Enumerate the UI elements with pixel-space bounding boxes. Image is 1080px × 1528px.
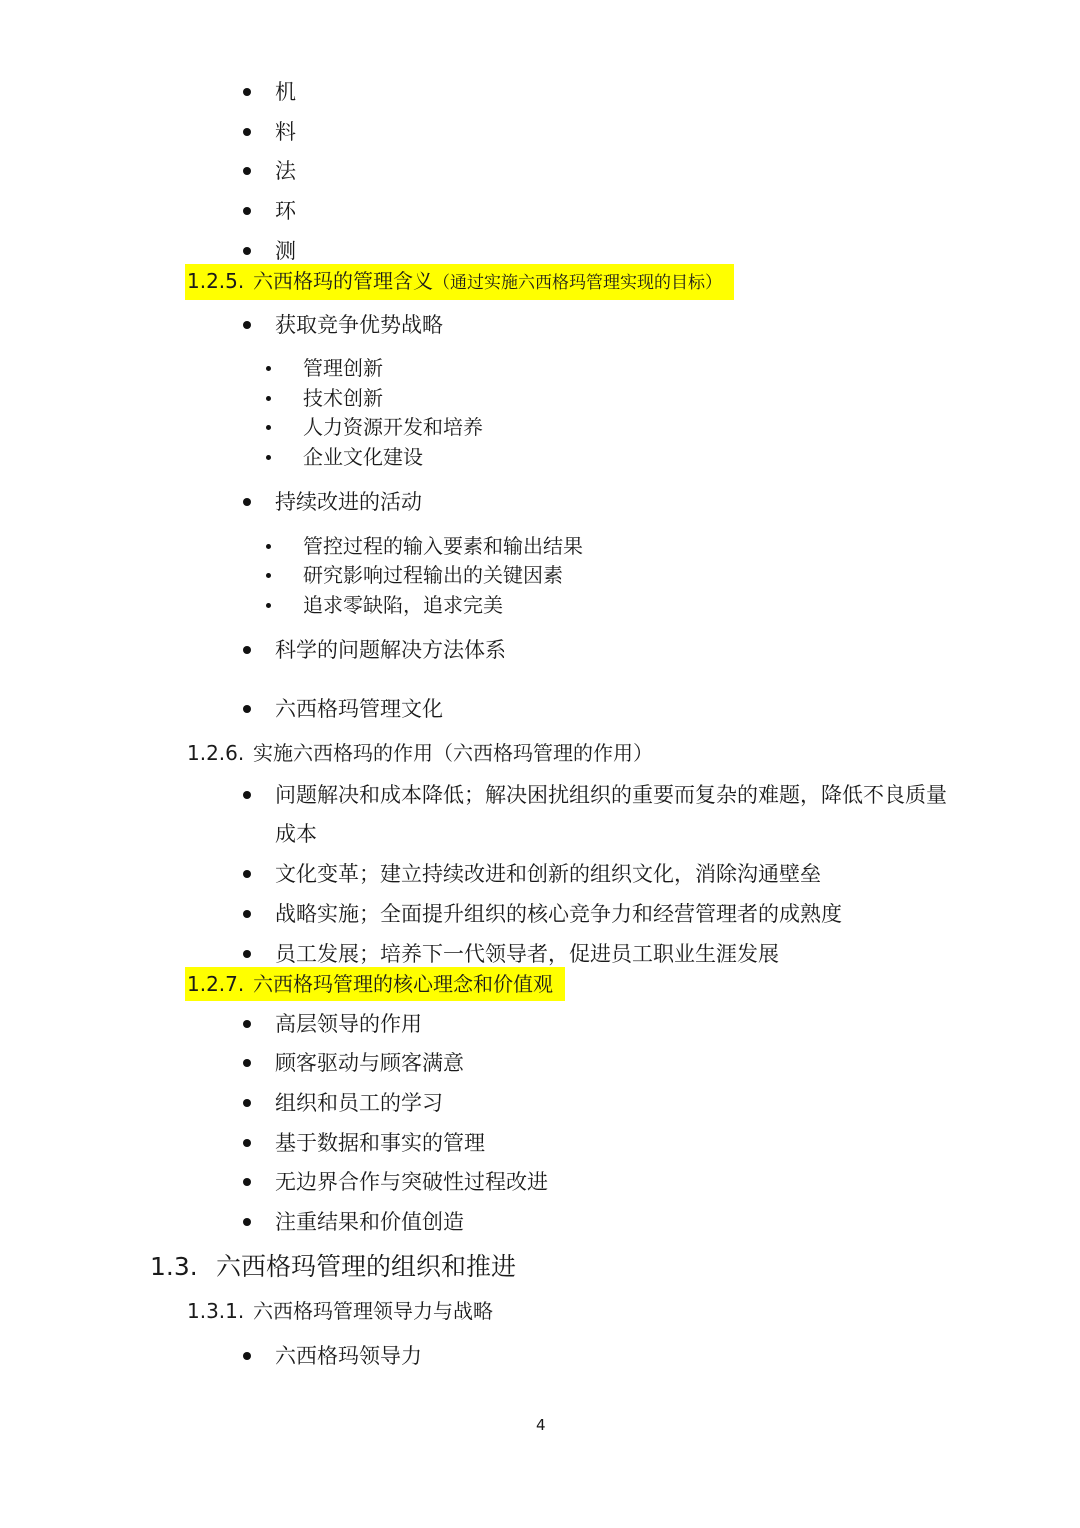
list-item: 机 xyxy=(275,80,296,104)
list-item: 文化变革；建立持续改进和创新的组织文化，消除沟通壁垒 xyxy=(275,862,821,886)
sub-list-item: 追求零缺陷，追求完美 xyxy=(303,593,503,617)
heading-1-2-6 xyxy=(187,738,653,768)
heading-note: （通过实施六西格玛管理实现的目标） xyxy=(433,273,722,293)
sub-list-item: 企业文化建设 xyxy=(303,445,423,469)
list-item: 问题解决和成本降低；解决困扰组织的重要而复杂的难题，降低不良质量 xyxy=(275,783,947,807)
heading-title: 六西格玛的管理含义 xyxy=(253,269,433,293)
heading-title: 实施六西格玛的作用（六西格玛管理的作用） xyxy=(253,741,653,765)
heading-1-3-1 xyxy=(187,1296,493,1326)
heading-title: 六西格玛管理领导力与战略 xyxy=(253,1299,493,1323)
sub-list-item: 人力资源开发和培养 xyxy=(303,415,483,439)
heading-number: 1.3.1. xyxy=(187,1299,245,1323)
sub-list-item: 管控过程的输入要素和输出结果 xyxy=(303,534,583,558)
list-item: 员工发展；培养下一代领导者，促进员工职业生涯发展 xyxy=(275,942,779,966)
heading-1-2-7 xyxy=(185,967,565,1001)
page-number: 4 xyxy=(536,1416,546,1434)
sub-list-item: 管理创新 xyxy=(303,356,383,380)
list-item: 六西格玛管理文化 xyxy=(275,697,443,721)
list-item: 基于数据和事实的管理 xyxy=(275,1131,485,1155)
list-item: 组织和员工的学习 xyxy=(275,1091,443,1115)
list-item: 战略实施；全面提升组织的核心竞争力和经营管理者的成熟度 xyxy=(275,902,842,926)
list-item: 无边界合作与突破性过程改进 xyxy=(275,1170,548,1194)
sub-list-item: 研究影响过程输出的关键因素 xyxy=(303,563,563,587)
heading-title: 六西格玛管理的核心理念和价值观 xyxy=(253,972,553,996)
list-item: 料 xyxy=(275,120,296,144)
list-item: 环 xyxy=(275,199,296,223)
list-item-continuation: 成本 xyxy=(275,822,317,846)
heading-number: 1.3. xyxy=(150,1252,198,1281)
list-item: 法 xyxy=(275,159,296,183)
list-item: 获取竞争优势战略 xyxy=(275,313,443,337)
list-item: 持续改进的活动 xyxy=(275,490,422,514)
sub-list-item: 技术创新 xyxy=(303,386,383,410)
heading-1-2-5 xyxy=(185,264,734,300)
heading-number: 1.2.5. xyxy=(187,269,245,293)
list-item: 高层领导的作用 xyxy=(275,1012,422,1036)
heading-number: 1.2.7. xyxy=(187,972,245,996)
list-item: 测 xyxy=(275,239,296,263)
list-item: 顾客驱动与顾客满意 xyxy=(275,1051,464,1075)
heading-number: 1.2.6. xyxy=(187,741,245,765)
heading-1-3 xyxy=(150,1250,516,1284)
list-item: 注重结果和价值创造 xyxy=(275,1210,464,1234)
heading-title: 六西格玛管理的组织和推进 xyxy=(216,1252,517,1281)
list-item: 科学的问题解决方法体系 xyxy=(275,638,506,662)
list-item: 六西格玛领导力 xyxy=(275,1344,422,1368)
